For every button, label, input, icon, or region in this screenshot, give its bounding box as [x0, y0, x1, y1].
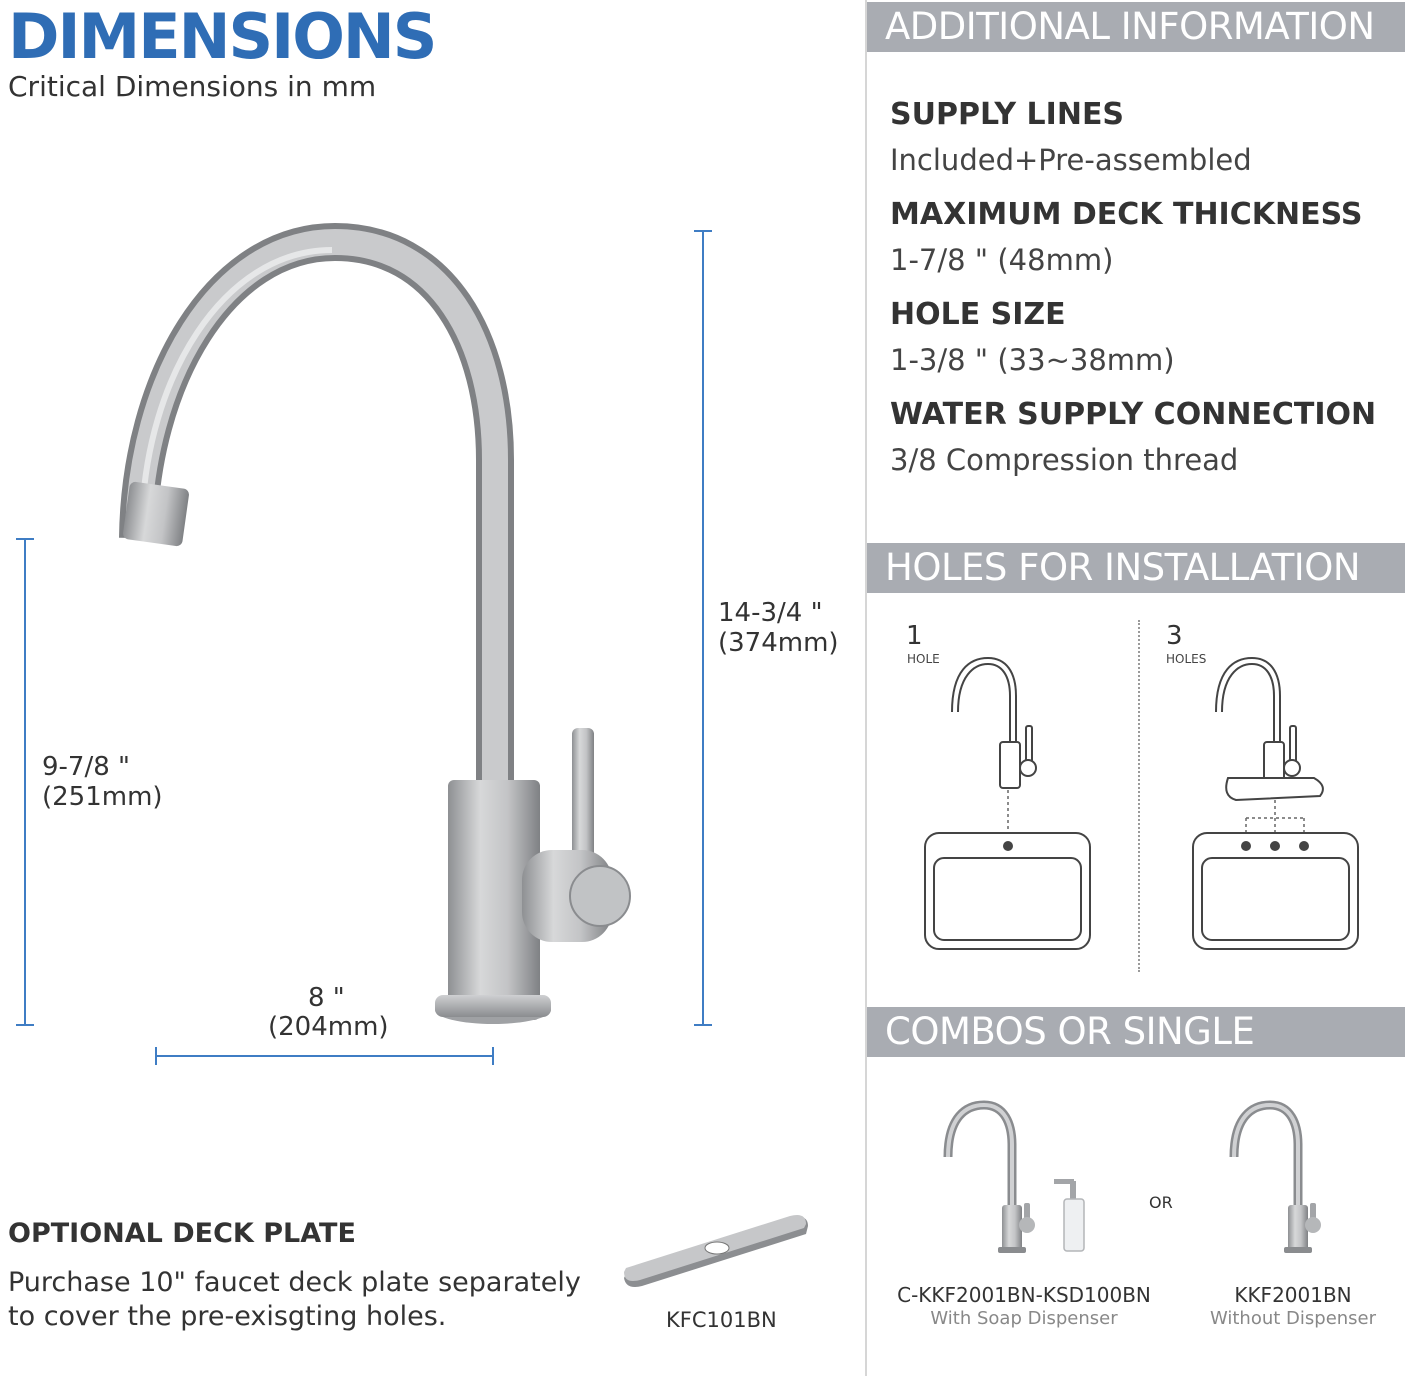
- dimension-tick: [492, 1047, 494, 1065]
- deck-plate-heading: OPTIONAL DECK PLATE: [8, 1218, 356, 1249]
- holes-banner-label: HOLES FOR INSTALLATION: [885, 546, 1361, 589]
- holes-banner: [867, 543, 1405, 593]
- dimension-height-imperial: 14-3/4 ": [718, 598, 823, 628]
- combo-faucet-with-dispenser-image: [930, 1095, 1090, 1260]
- hole-option-3-number: 3: [1166, 621, 1183, 651]
- combos-banner-label: COMBOS OR SINGLE: [885, 1010, 1255, 1053]
- dimension-tick: [155, 1047, 157, 1065]
- additional-info-banner-label: ADDITIONAL INFORMATION: [885, 5, 1375, 48]
- page-title: DIMENSIONS: [8, 0, 436, 73]
- additional-info-banner: [867, 2, 1405, 52]
- dimension-line-spout-height: [24, 538, 26, 1026]
- info-label-deck-thickness: MAXIMUM DECK THICKNESS: [890, 197, 1363, 232]
- combos-banner: [867, 1007, 1405, 1057]
- dimension-line-reach: [156, 1055, 494, 1057]
- column-divider: [865, 0, 867, 1376]
- dimension-height-metric: (374mm): [718, 628, 839, 658]
- info-value-water-supply: 3/8 Compression thread: [890, 443, 1239, 477]
- dimension-spout-height-imperial: 9-7/8 ": [42, 752, 130, 782]
- hole-option-1-unit: HOLE: [907, 652, 940, 666]
- one-hole-sink-diagram: [920, 650, 1100, 955]
- three-hole-sink-diagram: [1188, 650, 1368, 955]
- dimension-tick: [16, 1024, 34, 1026]
- combo-option-2-description: Without Dispenser: [1209, 1308, 1377, 1329]
- deck-plate-text-line1: Purchase 10" faucet deck plate separately: [8, 1267, 581, 1298]
- dimension-tick: [16, 538, 34, 540]
- deck-plate-illustration: [620, 1212, 815, 1292]
- dimension-tick: [694, 230, 712, 232]
- faucet-illustration: [110, 220, 650, 1040]
- single-faucet-image: [1218, 1095, 1328, 1260]
- combo-option-1-code: C-KKF2001BN-KSD100BN: [897, 1283, 1151, 1307]
- combo-or-label: OR: [1149, 1193, 1173, 1212]
- dimension-reach-imperial: 8 ": [308, 983, 345, 1013]
- holes-divider: [1138, 620, 1140, 972]
- dimension-spout-height-metric: (251mm): [42, 782, 163, 812]
- deck-plate-code: KFC101BN: [666, 1308, 777, 1332]
- combo-option-1-description: With Soap Dispenser: [930, 1308, 1118, 1329]
- info-value-supply-lines: Included+Pre-assembled: [890, 143, 1252, 177]
- hole-option-3-unit: HOLES: [1166, 652, 1207, 666]
- dimension-tick: [694, 1024, 712, 1026]
- page-subtitle: Critical Dimensions in mm: [8, 70, 377, 103]
- deck-plate-text-line2: to cover the pre-exisgting holes.: [8, 1301, 447, 1332]
- info-label-supply-lines: SUPPLY LINES: [890, 97, 1125, 132]
- dimension-reach-metric: (204mm): [268, 1012, 389, 1042]
- combo-option-2-code: KKF2001BN: [1234, 1283, 1352, 1307]
- info-label-hole-size: HOLE SIZE: [890, 297, 1066, 332]
- hole-option-1-number: 1: [906, 621, 923, 651]
- info-value-deck-thickness: 1-7/8 " (48mm): [890, 243, 1114, 277]
- dimension-line-height: [702, 230, 704, 1026]
- info-value-hole-size: 1-3/8 " (33~38mm): [890, 343, 1175, 377]
- info-label-water-supply: WATER SUPPLY CONNECTION: [890, 397, 1377, 432]
